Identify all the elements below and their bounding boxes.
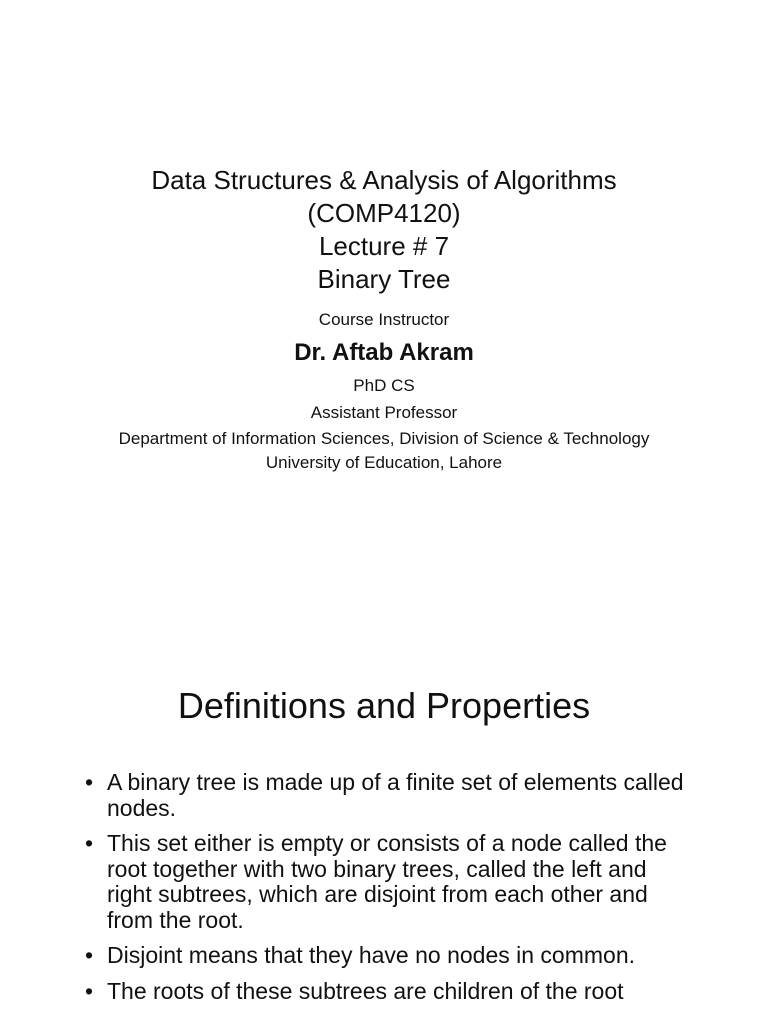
bullet-icon: • [85, 977, 94, 1004]
instructor-name: Dr. Aftab Akram [294, 339, 474, 366]
lecture-topic: Binary Tree [317, 264, 451, 294]
bullet-item [85, 943, 695, 969]
course-title: Data Structures & Analysis of Algorithms [151, 165, 617, 195]
bullet-icon: • [85, 769, 94, 795]
role-label: Course Instructor [318, 310, 450, 329]
bullet-item [85, 770, 695, 821]
bullet-item [85, 979, 695, 1005]
degree: PhD CS [353, 376, 415, 395]
bullet-text: Disjoint means that they have no nodes in common. [107, 942, 636, 968]
content-slide [0, 640, 768, 1024]
bullet-text: This set either is empty or consists of a node called the root together with two binary trees, called the left and right subtrees, which are disjoint from each other and from the root. [107, 830, 667, 933]
instructor-info [40, 309, 728, 474]
bullet-list [85, 770, 695, 1014]
lecture-number: Lecture # 7 [318, 231, 450, 261]
course-code: (COMP4120) [307, 198, 461, 228]
position: Assistant Professor [310, 403, 458, 422]
university: University of Education, Lahore [265, 453, 503, 472]
bullet-icon: • [85, 830, 94, 856]
bullet-icon: • [85, 942, 94, 968]
bullet-text: A binary tree is made up of a finite set of elements called nodes. [107, 769, 684, 821]
department: Department of Information Sciences, Division of Science & Technology [118, 429, 650, 448]
lecture-title [0, 164, 768, 296]
slide-title: Definitions and Properties [177, 685, 591, 726]
bullet-item [85, 831, 695, 933]
bullet-text: The roots of these subtrees are children of the root [107, 977, 624, 1004]
